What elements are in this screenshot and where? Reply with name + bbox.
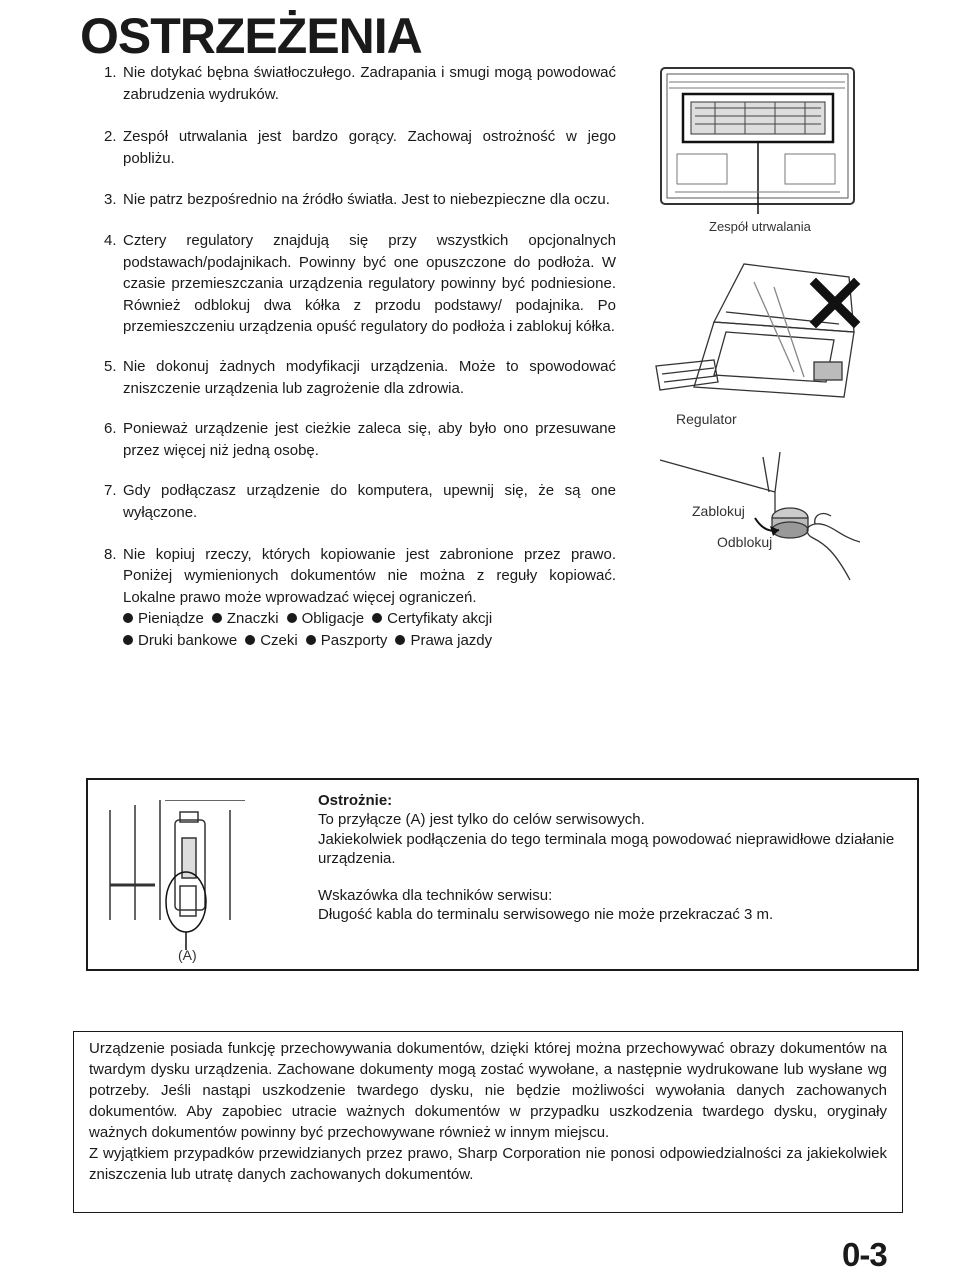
warning-text: Nie patrz bezpośrednio na źródło światła. Jest to niebezpieczne dla oczu. bbox=[123, 191, 610, 209]
bullet-icon bbox=[287, 613, 297, 623]
caution-heading: Ostrożnie: bbox=[318, 792, 393, 809]
bullet-icon bbox=[123, 613, 133, 623]
notice-paragraph: Z wyjątkiem przypadków przewidzianych przez prawo, Sharp Corporation nie ponosi odpowiedzialności za jakiekolwiek zniszczenia lub utratę danych zachowanych dokumentów. bbox=[89, 1145, 887, 1183]
bullet-item: Obligacje bbox=[287, 608, 365, 630]
warning-item-2 bbox=[104, 126, 616, 169]
bullet-item: Certyfikaty akcji bbox=[372, 608, 492, 630]
warning-number: 4. bbox=[104, 231, 117, 249]
bullet-item: Znaczki bbox=[212, 608, 279, 630]
warning-number: 8. bbox=[104, 545, 117, 563]
bullet-icon bbox=[123, 635, 133, 645]
fusing-unit-caption: Zespół utrwalania bbox=[709, 219, 811, 234]
caution-line: Jakiekolwiek podłączenia do tego terminala mogą powodować nieprawidłowe działanie urządzenia. bbox=[318, 830, 895, 868]
page-number: 0-3 bbox=[842, 1236, 887, 1273]
warning-item-8 bbox=[104, 544, 616, 652]
connector-label: (A) bbox=[178, 947, 197, 963]
warning-text: Zespół utrwalania jest bardzo gorący. Zachowaj ostrożność w jego pobliżu. bbox=[123, 128, 616, 167]
caster-lock-illustration bbox=[655, 452, 860, 587]
open-scanner-illustration bbox=[654, 262, 864, 400]
warning-text: Gdy podłączasz urządzenie do komputera, upewnij się, że są one wyłączone. bbox=[123, 482, 616, 521]
page-title: OSTRZEŻENIA bbox=[80, 8, 422, 64]
bullet-icon bbox=[372, 613, 382, 623]
bullet-item: Czeki bbox=[245, 630, 298, 652]
warning-number: 6. bbox=[104, 420, 117, 438]
warning-number: 2. bbox=[104, 128, 117, 146]
unlock-label: Odblokuj bbox=[717, 534, 773, 550]
warning-item-1 bbox=[104, 62, 616, 105]
bullet-icon bbox=[245, 635, 255, 645]
prohibited-documents-row bbox=[123, 608, 616, 630]
warning-number: 7. bbox=[104, 482, 117, 500]
bullet-item: Prawa jazdy bbox=[395, 630, 492, 652]
bullet-icon bbox=[212, 613, 222, 623]
caution-text bbox=[318, 791, 898, 924]
prohibited-x-icon bbox=[816, 284, 854, 322]
warning-number: 3. bbox=[104, 191, 117, 209]
warning-text: Cztery regulatory znajdują się przy wszystkich opcjonalnych podstawach/podajnikach. Powinny być one opuszczone do podłoża. W czasie przemieszczania urządzenia regulatory powinny być podniesione. Również odblokuj dwa kółka z przodu podstawy/ podajnika. Po przemieszczeniu urządzenia opuść regulatory do podłoża i zablokuj kółka. bbox=[123, 231, 616, 336]
warning-item-7 bbox=[104, 480, 616, 523]
warning-text: Nie dotykać bębna światłoczułego. Zadrapania i smugi mogą powodować zabrudzenia wydruków. bbox=[123, 64, 616, 103]
warning-item-4 bbox=[104, 230, 616, 338]
warning-item-3 bbox=[104, 189, 616, 211]
notice-paragraph: Urządzenie posiada funkcję przechowywania dokumentów, dzięki której można przechowywać obrazy dokumentów na twardym dysku urządzenia. Zachowane dokumenty mogą zostać wywołane, a następnie wydrukowane lub wysłane wg potrzeby. Jeśli nastąpi uszkodzenie twardego dysku, nie będzie możliwości wywołania danych zachowanych dokumentów. Aby zapobiec utracie ważnych dokumentów w przypadku uszkodzenia twardego dysku, oryginały ważnych dokumentów powinny być przechowywane również w innym miejscu. bbox=[89, 1040, 887, 1141]
warning-text: Nie dokonuj żadnych modyfikacji urządzenia. Może to spowodować zniszczenie urządzenia lub zagrożenie dla zdrowia. bbox=[123, 357, 616, 397]
warnings-list bbox=[104, 62, 616, 651]
warning-text: Nie kopiuj rzeczy, których kopiowanie jest zabronione przez prawo. Poniżej wymienionych dokumentów nie można z reguły kopiować. Lokalne prawo może wprowadzać więcej ograniczeń. bbox=[123, 545, 616, 606]
warning-item-6 bbox=[104, 418, 616, 461]
warning-number: 5. bbox=[104, 357, 117, 375]
warning-text: Ponieważ urządzenie jest cieżkie zaleca się, aby było ono przesuwane przez więcej niż jedną osobę. bbox=[123, 420, 616, 459]
bullet-item: Druki bankowe bbox=[123, 630, 237, 652]
bullet-icon bbox=[395, 635, 405, 645]
highlight-circle-icon bbox=[166, 872, 206, 932]
service-hint-text: Długość kabla do terminalu serwisowego nie może przekraczać 3 m. bbox=[318, 906, 774, 924]
service-hint-heading: Wskazówka dla techników serwisu: bbox=[318, 886, 553, 904]
fusing-unit-illustration bbox=[655, 64, 860, 214]
prohibited-documents-row bbox=[123, 630, 616, 652]
warning-item-5 bbox=[104, 356, 616, 399]
document-storage-notice bbox=[73, 1031, 903, 1213]
bullet-item: Pieniądze bbox=[123, 608, 204, 630]
bullet-item: Paszporty bbox=[306, 630, 388, 652]
caution-line: To przyłącze (A) jest tylko do celów serwisowych. bbox=[318, 811, 645, 829]
service-connector-illustration bbox=[100, 800, 300, 955]
lock-label: Zablokuj bbox=[692, 503, 745, 519]
regulator-caption: Regulator bbox=[676, 411, 737, 427]
warning-number: 1. bbox=[104, 64, 117, 81]
bullet-icon bbox=[306, 635, 316, 645]
